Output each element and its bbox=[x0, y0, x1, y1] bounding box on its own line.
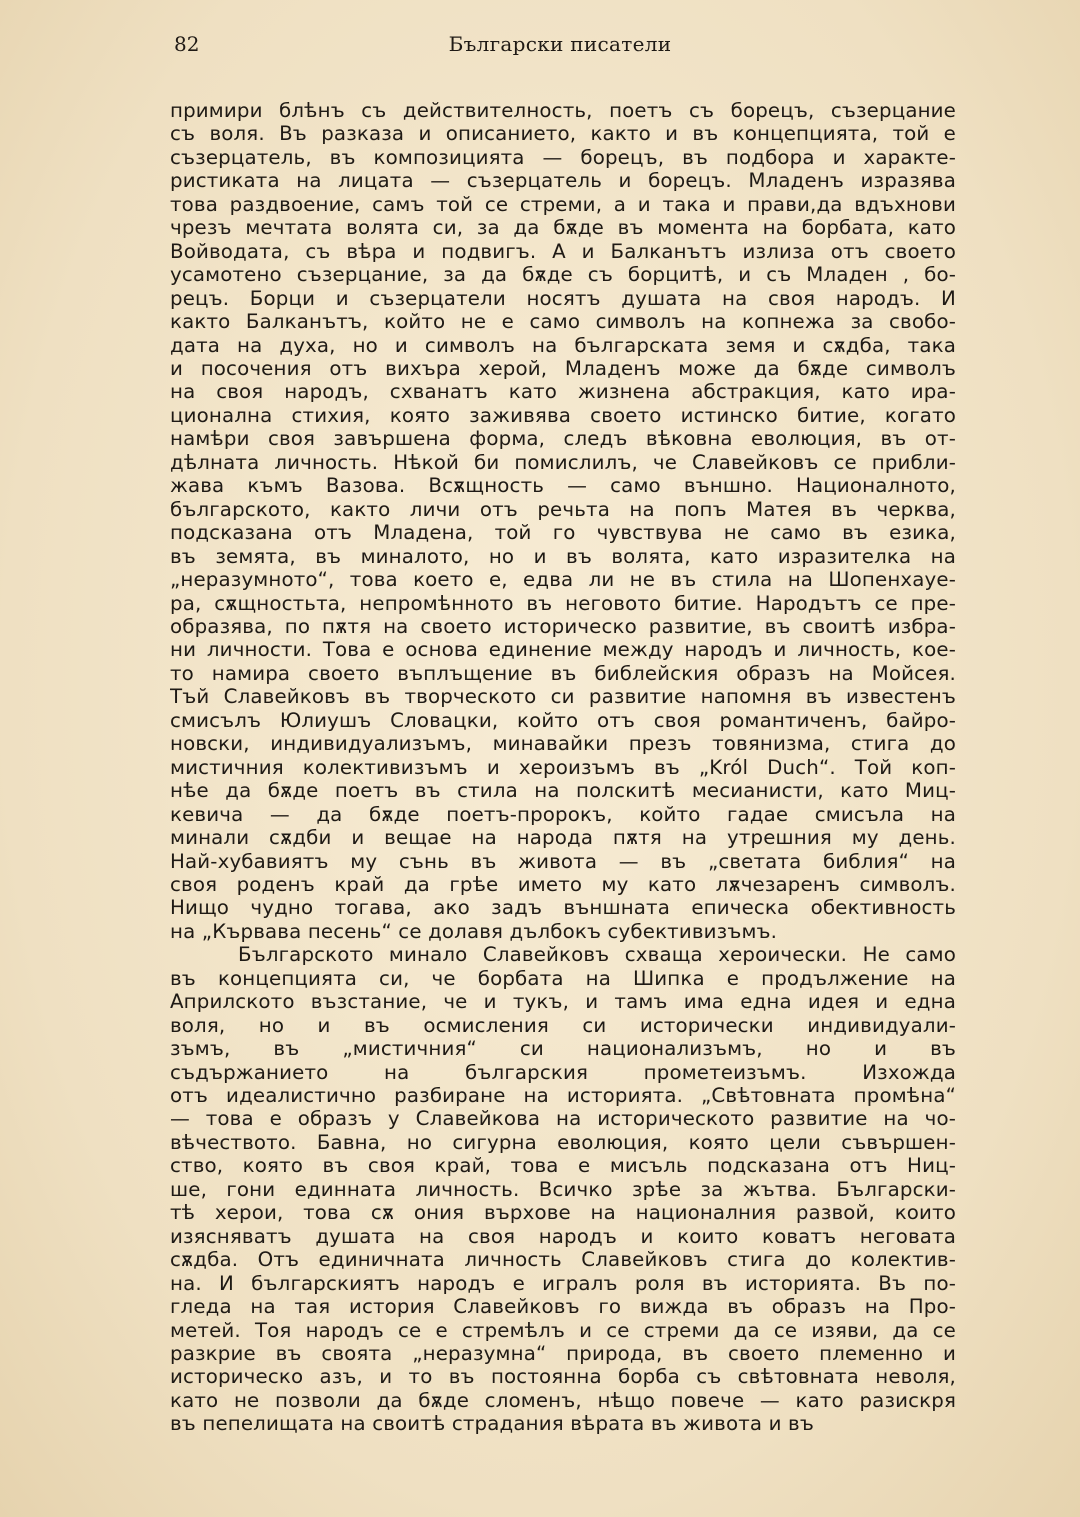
text-line: минали сѫдби и вещае на народа пѫтя на утрешния му день. bbox=[170, 826, 956, 850]
text-line: дата на духа, но и символъ на българската земя и сѫдба, така bbox=[170, 333, 956, 357]
text-line: Априлското възстание, че и тукъ, и тамъ има една идея и една bbox=[170, 990, 956, 1014]
text-line: на „Кървава песень“ се долавя дълбокъ субективизъмъ. bbox=[170, 919, 778, 943]
text-line: сѫдба. Отъ единичната личность Славейковъ стига до колектив- bbox=[170, 1248, 956, 1272]
text-line: съ воля. Въ разказа и описанието, както и въ концепцията, той е bbox=[170, 122, 956, 146]
text-line: като не позволи да бѫде сломенъ, нѣщо повече — като разискря bbox=[170, 1388, 956, 1412]
text-line: мистичния колективизъмъ и хероизъмъ въ „Król Duch“. Той коп- bbox=[170, 755, 956, 779]
text-line: въ земята, въ миналото, но и въ волята, като изразителка на bbox=[170, 544, 956, 568]
text-line: това раздвоение, самъ той се стреми, а и така и прави,да вдъхнови bbox=[170, 192, 956, 216]
text-line: чрезъ мечтата волята си, за да бѫде въ момента на борбата, като bbox=[170, 216, 956, 240]
text-line: подсказана отъ Младена, той го чувствува не само въ езика, bbox=[170, 521, 956, 545]
paragraph bbox=[170, 99, 956, 943]
text-line: усамотено съзерцание, за да бѫде съ борцитѣ, и съ Младен , бо- bbox=[170, 263, 956, 287]
text-line: дѣлната личность. Нѣкой би помислилъ, че Славейковъ се прибли- bbox=[170, 450, 956, 474]
text-line: новски, индивидуализъмъ, минавайки презъ товянизма, стига до bbox=[170, 732, 956, 756]
text-line: Най-хубавиятъ му сънь въ живота — въ „светата библия“ на bbox=[170, 849, 956, 873]
text-line: отъ идеалистично разбиране на историята. „Свѣтовната промѣна“ bbox=[170, 1084, 956, 1108]
text-line: — това е образъ у Славейкова на историческото развитие на чо- bbox=[170, 1107, 956, 1131]
page-number: 82 bbox=[174, 32, 200, 56]
text-line: образява, по пѫтя на своето историческо развитие, въ своитѣ избра- bbox=[170, 614, 956, 638]
text-line: на своя народъ, схванатъ като жизнена абстракция, като ира- bbox=[170, 380, 956, 404]
text-line: ше, гони единната личность. Всичко зрѣе за жътва. Български- bbox=[170, 1177, 956, 1201]
paragraph bbox=[170, 943, 956, 1436]
text-line: метей. Тоя народъ се е стремѣлъ и се стреми да се изяви, да се bbox=[170, 1318, 956, 1342]
text-line: ра, сѫщностьта, непромѣнното въ неговото битие. Народътъ се пре- bbox=[170, 591, 956, 615]
text-line: въ пепелищата на своитѣ страдания вѣрата въ живота и въ bbox=[170, 1412, 814, 1436]
text-line: ристиката на лицата — съзерцатель и борецъ. Младенъ изразява bbox=[170, 169, 956, 193]
text-line: нѣе да бѫде поетъ въ стила на полскитѣ месианисти, като Миц- bbox=[170, 779, 956, 803]
text-line: историческо азъ, и то въ постоянна борба съ свѣтовната неволя, bbox=[170, 1365, 956, 1389]
text-line: тѣ херои, това сѫ ония върхове на националния развой, които bbox=[170, 1201, 956, 1225]
text-line: жава къмъ Вазова. Всѫщность — само външно. Националното, bbox=[170, 474, 956, 498]
text-line: кевича — да бѫде поетъ-пророкъ, който гадае смисъла на bbox=[170, 802, 956, 826]
text-line: на. И българскиятъ народъ е игралъ роля въ историята. Въ по- bbox=[170, 1271, 956, 1295]
text-line: вѣчеството. Бавна, но сигурна еволюция, която цели съвършен- bbox=[170, 1130, 956, 1154]
text-line: изясняватъ душата на своя народъ и които коватъ неговата bbox=[170, 1224, 956, 1248]
text-line: Нищо чудно тогава, ако задъ външната епическа обективность bbox=[170, 896, 956, 920]
text-line: и посочения отъ вихъра херой, Младенъ може да бѫде символъ bbox=[170, 356, 956, 380]
text-line: съдържанието на българския прометеизъмъ. Изхожда bbox=[170, 1060, 956, 1084]
text-line: воля, но и въ осмисления си исторически индивидуали- bbox=[170, 1013, 956, 1037]
text-line: българското, както личи отъ речьта на попъ Матея въ черква, bbox=[170, 497, 956, 521]
text-line: разкрие въ своята „неразумна“ природа, въ своето племенно и bbox=[170, 1342, 956, 1366]
text-line: то намира своето въплъщение въ библейския образъ на Мойсея. bbox=[170, 661, 956, 685]
running-head: Български писатели bbox=[448, 32, 672, 56]
text-line: рецъ. Борци и съзерцатели носятъ душата на своя народъ. И bbox=[170, 286, 956, 310]
text-line: намѣри своя завършена форма, следъ вѣковна еволюция, въ от- bbox=[170, 427, 956, 451]
text-line: въ концепцията си, че борбата на Шипка е продължение на bbox=[170, 966, 956, 990]
text-line: ционална стихия, която заживява своето истинско битие, когато bbox=[170, 403, 956, 427]
text-line: своя роденъ край да грѣе името му като лѫчезаренъ символъ. bbox=[170, 872, 956, 896]
text-line: Тъй Славейковъ въ творческото си развитие напомня въ известенъ bbox=[170, 685, 956, 709]
text-line: ни личности. Това е основа единение между народъ и личность, кое- bbox=[170, 638, 956, 662]
text-line: ство, която въ своя край, това е мисъль подсказана отъ Ниц- bbox=[170, 1154, 956, 1178]
text-line: смисълъ Юлиушъ Словацки, който отъ своя романтиченъ, байро- bbox=[170, 708, 956, 732]
text-line: както Балканътъ, който не е само символъ на копнежа за свобо- bbox=[170, 310, 956, 334]
page-header bbox=[170, 32, 950, 62]
text-line: Войводата, съ вѣра и подвигъ. А и Балканътъ излиза отъ своето bbox=[170, 239, 956, 263]
text-line: съзерцатель, въ композицията — борецъ, въ подбора и характе- bbox=[170, 145, 956, 169]
text-line: гледа на тая история Славейковъ го вижда въ образъ на Про- bbox=[170, 1295, 956, 1319]
text-line: примири блѣнъ съ действителность, поетъ съ борецъ, съзерцание bbox=[170, 99, 956, 122]
text-line: „неразумното“, това което е, едва ли не въ стила на Шопенхауе- bbox=[170, 568, 956, 592]
text-line: зъмъ, въ „мистичния“ си национализъмъ, но и въ bbox=[170, 1037, 956, 1061]
body-text bbox=[170, 99, 956, 1436]
text-line: Българското минало Славейковъ схваща хероически. Не само bbox=[238, 943, 956, 967]
